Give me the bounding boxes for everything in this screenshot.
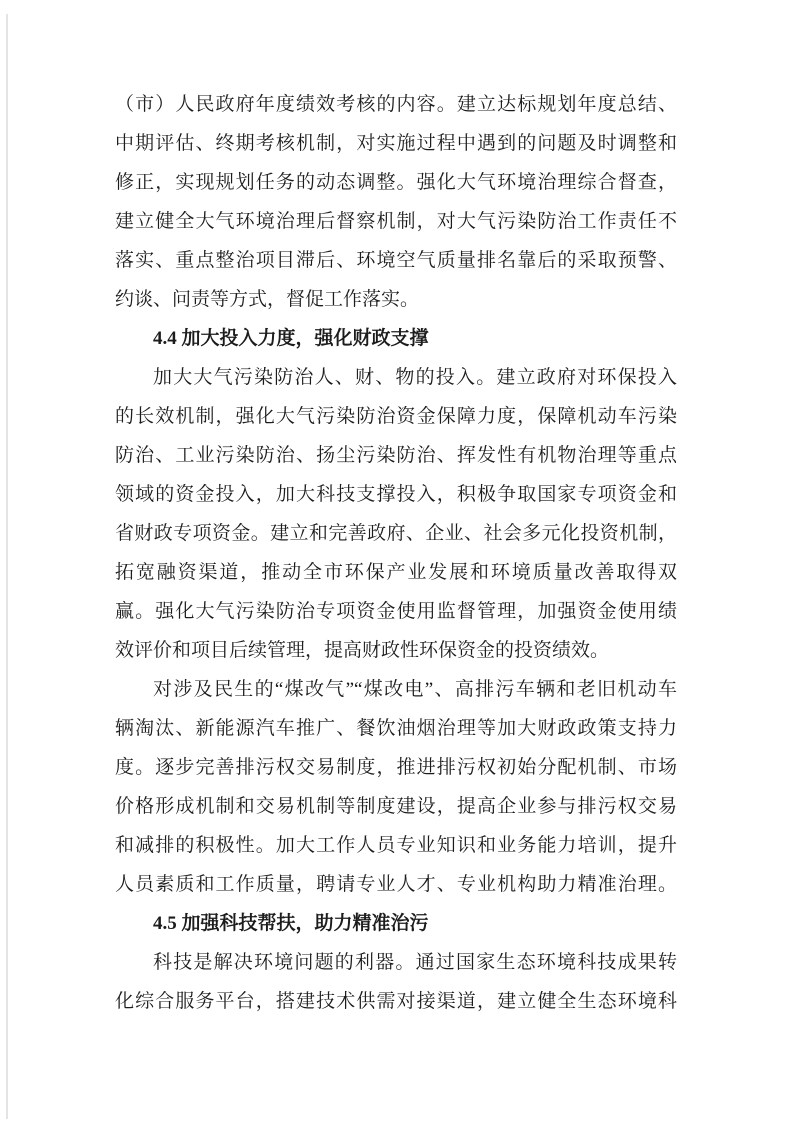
text-line: 度。逐步完善排污权交易制度，推进排污权初始分配机制、市场 (115, 757, 677, 778)
text-line: 修正，实现规划任务的动态调整。强化大气环境治理综合督查， (115, 172, 677, 193)
text-line: 省财政专项资金。建立和完善政府、企业、社会多元化投资机制， (115, 523, 677, 544)
text-line: 辆淘汰、新能源汽车推广、餐饮油烟治理等加大财政政策支持力 (115, 718, 677, 739)
page-text-block (115, 85, 677, 1021)
text-line: 中期评估、终期考核机制，对实施过程中遇到的问题及时调整和 (115, 133, 677, 154)
text-line: 落实、重点整治项目滞后、环境空气质量排名靠后的采取预警、 (115, 250, 677, 271)
text-line: 拓宽融资渠道，推动全市环保产业发展和环境质量改善取得双 (115, 562, 677, 583)
text-line: 效评价和项目后续管理，提高财政性环保资金的投资绩效。 (115, 640, 610, 661)
text-line: （市）人民政府年度绩效考核的内容。建立达标规划年度总结、 (115, 94, 677, 115)
text-line: 价格形成机制和交易机制等制度建设，提高企业参与排污权交易 (115, 796, 677, 817)
text-line: 和减排的积极性。加大工作人员专业知识和业务能力培训，提升 (115, 835, 677, 856)
section-heading-4-4: 4.4 加大投入力度，强化财政支撑 (153, 328, 429, 349)
text-line: 建立健全大气环境治理后督察机制，对大气污染防治工作责任不 (115, 211, 677, 232)
text-line: 赢。强化大气污染防治专项资金使用监督管理，加强资金使用绩 (115, 601, 677, 622)
text-line: 对涉及民生的“煤改气”“煤改电”、高排污车辆和老旧机动车 (153, 679, 677, 700)
section-heading-4-5: 4.5 加强科技帮扶，助力精准治污 (153, 913, 429, 934)
text-line: 的长效机制，强化大气污染防治资金保障力度，保障机动车污染 (115, 406, 677, 427)
text-line: 加大大气污染防治人、财、物的投入。建立政府对环保投入 (153, 367, 677, 388)
text-line: 约谈、问责等方式，督促工作落实。 (115, 289, 420, 310)
text-line: 化综合服务平台，搭建技术供需对接渠道，建立健全生态环境科 (115, 991, 677, 1012)
text-line: 人员素质和工作质量，聘请专业人才、专业机构助力精准治理。 (115, 874, 677, 895)
scan-edge-artifact (6, 14, 8, 1119)
text-line: 防治、工业污染防治、扬尘污染防治、挥发性有机物治理等重点 (115, 445, 677, 466)
text-line: 科技是解决环境问题的利器。通过国家生态环境科技成果转 (153, 952, 677, 973)
text-line: 领域的资金投入，加大科技支撑投入，积极争取国家专项资金和 (115, 484, 677, 505)
